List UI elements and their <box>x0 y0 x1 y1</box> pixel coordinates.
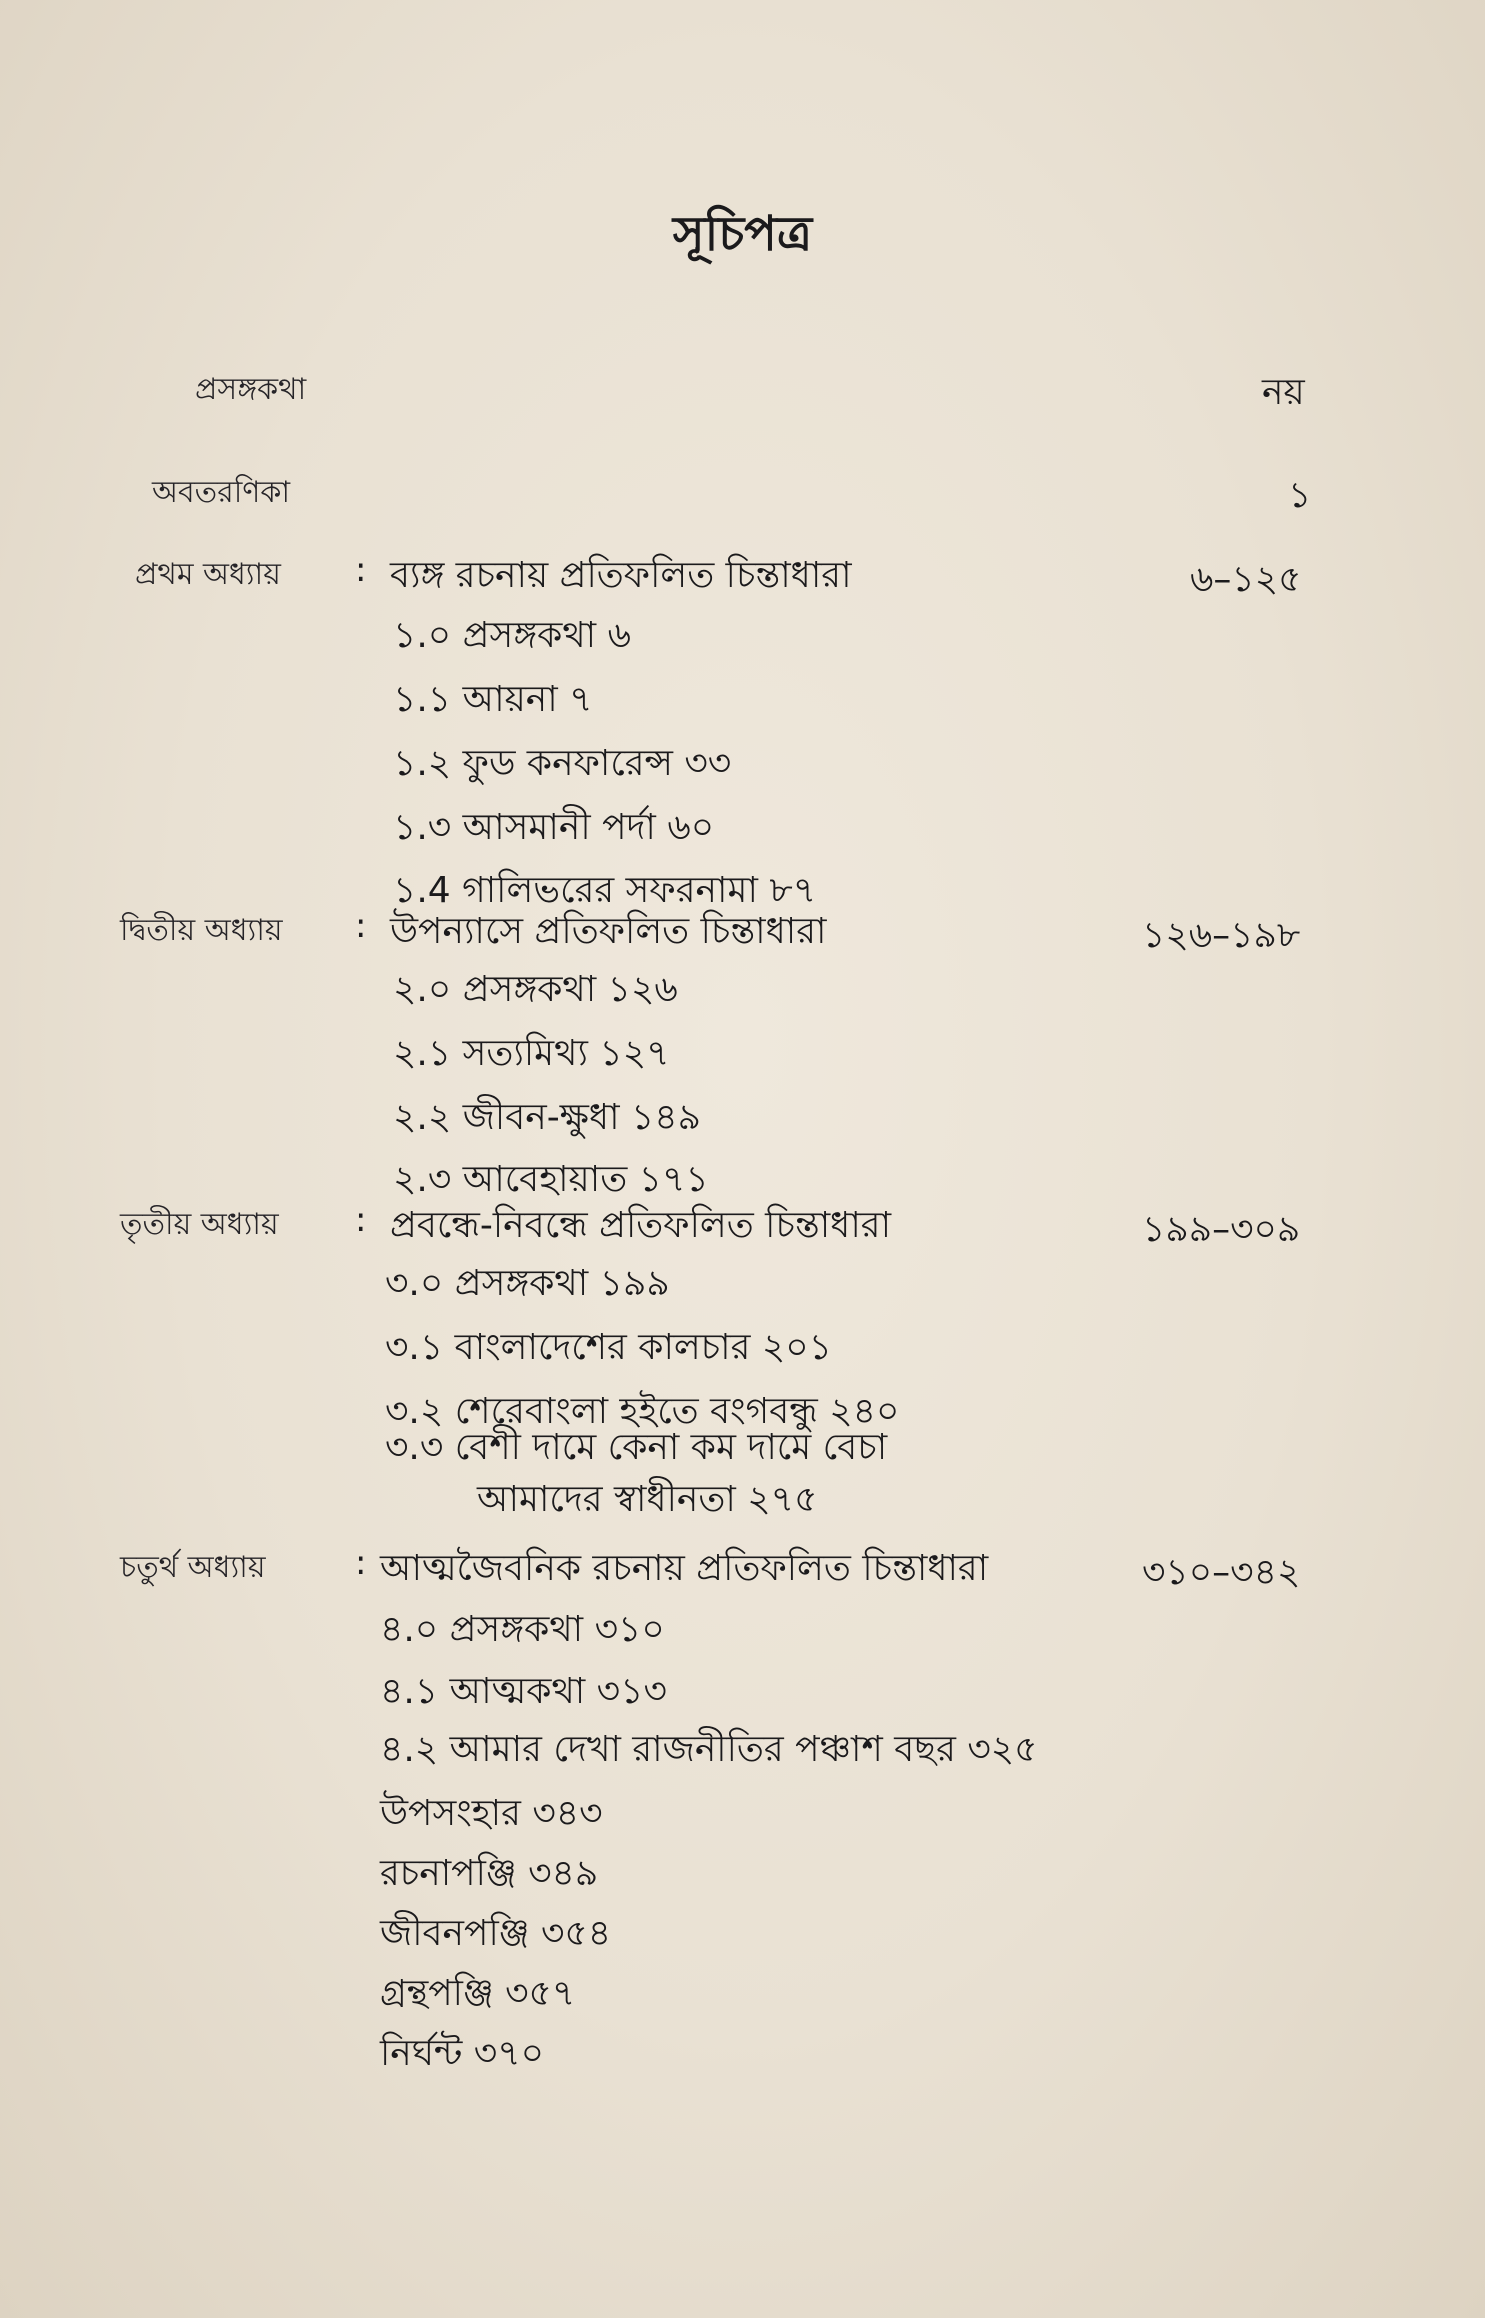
appendix-bibliography: গ্রন্থপঞ্জি ৩৫৭ <box>380 1973 576 2014</box>
chapter-4-label: চতুর্থ অধ্যায় <box>120 1550 266 1585</box>
section-2-1: ২.১ সত্যমিথ্য ১২৭ <box>393 1033 670 1074</box>
chapter-3-colon: : <box>355 1200 367 1240</box>
chapter-4-title: আত্মজৈবনিক রচনায় প্রতিফলিত চিন্তাধারা <box>380 1548 989 1589</box>
section-4-1: ৪.১ আত্মকথা ৩১৩ <box>380 1671 667 1712</box>
section-3-3-cont: আমাদের স্বাধীনতা ২৭৫ <box>477 1479 818 1520</box>
section-3-3: ৩.৩ বেশী দামে কেনা কম দামে বেচা <box>385 1427 888 1468</box>
chapter-4-colon: : <box>355 1543 367 1583</box>
chapter-2-colon: : <box>355 906 367 946</box>
chapter-1-pages: ৬–১২৫ <box>1190 559 1302 600</box>
chapter-1-title: ব্যঙ্গ রচনায় প্রতিফলিত চিন্তাধারা <box>390 555 852 596</box>
intro-label: অবতরণিকা <box>152 475 291 510</box>
section-3-2: ৩.২ শেরেবাংলা হইতে বংগবন্ধু ২৪০ <box>385 1391 900 1432</box>
chapter-2-title: উপন্যাসে প্রতিফলিত চিন্তাধারা <box>390 911 827 952</box>
section-2-0: ২.০ প্রসঙ্গকথা ১২৬ <box>393 969 678 1010</box>
section-3-1: ৩.১ বাংলাদেশের কালচার ২০১ <box>385 1327 833 1368</box>
section-4-2: ৪.২ আমার দেখা রাজনীতির পঞ্চাশ বছর ৩২৫ <box>380 1729 1038 1770</box>
page-title: সূচিপত্র <box>672 206 813 262</box>
chapter-3-pages: ১৯৯–৩০৯ <box>1142 1209 1301 1250</box>
intro-page: ১ <box>1288 475 1312 516</box>
appendix-index: নির্ঘন্ট ৩৭০ <box>380 2033 545 2074</box>
chapter-2-pages: ১২৬–১৯৮ <box>1142 915 1301 956</box>
chapter-4-pages: ৩১০–৩৪২ <box>1142 1552 1301 1593</box>
preface-page: নয় <box>1262 372 1305 413</box>
chapter-2-label: দ্বিতীয় অধ্যায় <box>120 913 283 948</box>
section-4-0: ৪.০ প্রসঙ্গকথা ৩১০ <box>380 1609 665 1650</box>
section-1-4: ১.4 গালিভরের সফরনামা ৮৭ <box>393 870 817 911</box>
chapter-1-label: প্রথম অধ্যায় <box>135 557 281 592</box>
section-2-2: ২.২ জীবন-ক্ষুধা ১৪৯ <box>393 1097 702 1138</box>
chapter-3-label: তৃতীয় অধ্যায় <box>120 1207 279 1242</box>
chapter-3-title: প্রবন্ধে-নিবন্ধে প্রতিফলিত চিন্তাধারা <box>390 1205 892 1246</box>
section-3-0: ৩.০ প্রসঙ্গকথা ১৯৯ <box>385 1263 670 1304</box>
preface-label: প্রসঙ্গকথা <box>195 372 307 407</box>
appendix-works: রচনাপঞ্জি ৩৪৯ <box>380 1853 599 1894</box>
appendix-conclusion: উপসংহার ৩৪৩ <box>380 1793 603 1834</box>
section-1-3: ১.৩ আসমানী পর্দা ৬০ <box>393 807 715 848</box>
section-1-0: ১.০ প্রসঙ্গকথা ৬ <box>393 615 631 656</box>
section-2-3: ২.৩ আবেহায়াত ১৭১ <box>393 1159 709 1200</box>
section-1-2: ১.২ ফুড কনফারেন্স ৩৩ <box>393 743 732 784</box>
chapter-1-colon: : <box>355 550 367 590</box>
appendix-chronology: জীবনপঞ্জি ৩৫৪ <box>380 1913 612 1954</box>
section-1-1: ১.১ আয়না ৭ <box>393 679 593 720</box>
